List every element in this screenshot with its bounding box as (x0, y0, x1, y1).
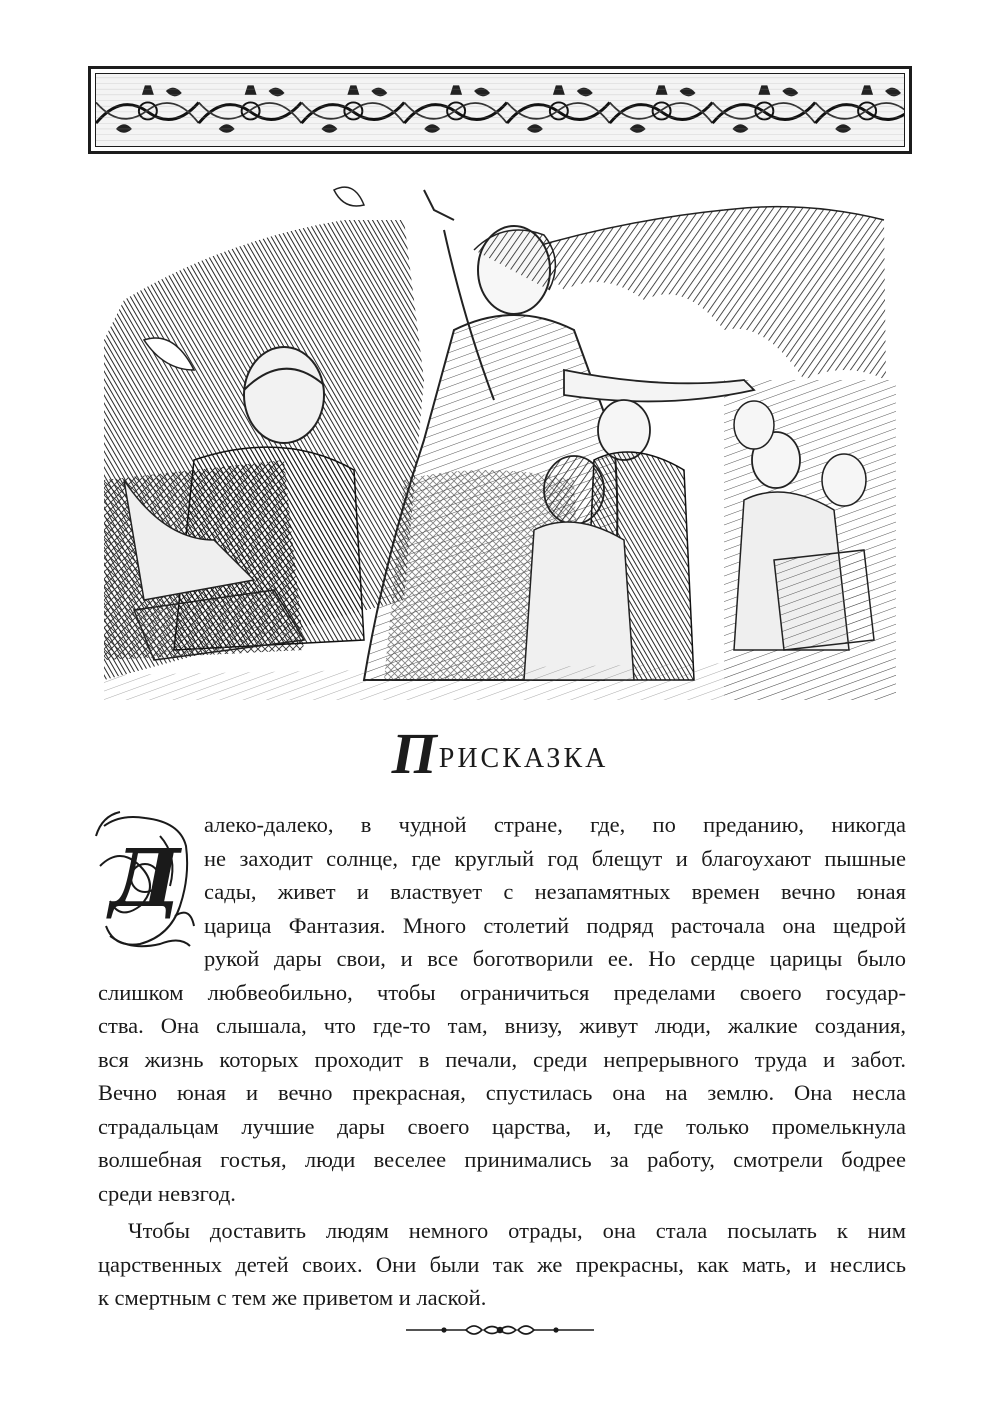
text-line: страдальцам лучшие дары своего царства, и, где только промелькнула (98, 1113, 906, 1139)
text-line: Вечно юная и вечно прекрасная, спустилась она на землю. Она несла (98, 1080, 906, 1105)
text-line: волшебная гостья, люди веселее принимались за работу, смотрели бодрее (98, 1147, 906, 1172)
chapter-title (0, 722, 1000, 786)
flourish-ornament-icon (404, 1320, 596, 1340)
ornamental-frieze-icon (88, 66, 912, 154)
text-line: вся жизнь которых проходит в печали, среди непрерывного труда и забот. (98, 1046, 906, 1072)
text-line: рукой дары свои, и все боготворили ее. Но сердце царицы было (204, 946, 906, 971)
text-line: сады, живет и властвует с незапамятных времен вечно юная (204, 879, 906, 904)
text-line: слишком любвеобильно, чтобы ограничиться пределами своего государ- (98, 979, 906, 1005)
text-line: ства. Она слышала, что где-то там, внизу, живут люди, жалкие создания, (98, 1013, 906, 1038)
chapter-title-rest: рисказка (438, 731, 609, 776)
text-line: не заходит солнце, где круглый год блещут и благоухают пышные (204, 845, 906, 871)
text-line: среди невзгод. (98, 1180, 236, 1206)
text-line: к смертным с тем же приветом и лаской. (98, 1285, 487, 1310)
text-line: алеко-далеко, в чудной стране, где, по преданию, никогда (204, 812, 906, 837)
drop-cap-letter: Д (109, 831, 181, 925)
text-line: царственных детей своих. Они были так же прекрасны, как мать, и неслись (98, 1251, 906, 1277)
text-line: Чтобы доставить людям немного отрады, она стала посылать к ним (128, 1218, 906, 1243)
chapter-title-initial: П (391, 721, 437, 786)
engraving-illustration-icon (104, 180, 896, 700)
text-line: царица Фантазия. Много столетий подряд расточала она щедрой (204, 912, 906, 938)
drop-cap (90, 806, 200, 958)
